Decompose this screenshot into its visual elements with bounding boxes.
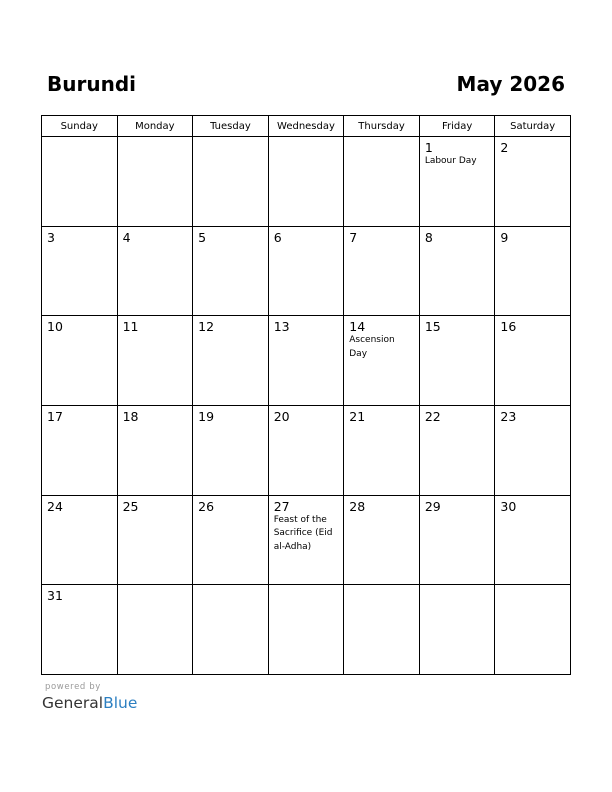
- weekday-monday: Monday: [117, 116, 193, 137]
- day-number: 31: [47, 588, 63, 604]
- day-number: 19: [198, 409, 215, 425]
- day-cell: [268, 585, 344, 675]
- day-number: 24: [47, 498, 63, 514]
- day-number: 27: [273, 498, 290, 514]
- day-number: 4: [122, 229, 131, 245]
- weekday-wednesday: Wednesday: [268, 116, 344, 137]
- day-cell: [419, 316, 495, 406]
- day-number: 18: [122, 409, 139, 425]
- day-number: 11: [122, 319, 139, 335]
- calendar-header: [41, 71, 571, 99]
- day-cell: [117, 495, 193, 585]
- day-number: 13: [273, 319, 290, 335]
- day-cell: [42, 495, 118, 585]
- day-cell: [495, 585, 571, 675]
- country-title: Burundi: [47, 72, 136, 96]
- day-cell: [42, 137, 118, 227]
- day-cell: [117, 316, 193, 406]
- weekday-sunday: Sunday: [42, 116, 118, 137]
- day-cell: [344, 137, 420, 227]
- day-number: 8: [424, 229, 433, 245]
- day-cell: [495, 495, 571, 585]
- holiday-label: Ascension Day: [349, 335, 395, 359]
- day-cell: [193, 137, 269, 227]
- day-cell: [419, 226, 495, 316]
- weekday-thursday: Thursday: [344, 116, 420, 137]
- day-number: 10: [47, 319, 63, 335]
- day-cell: [344, 406, 420, 496]
- day-cell: [495, 316, 571, 406]
- generalblue-logo: [42, 693, 137, 713]
- day-cell: [495, 226, 571, 316]
- brand-general-text: General: [42, 694, 104, 712]
- calendar-grid: [41, 115, 571, 675]
- day-cell: [419, 137, 495, 227]
- day-cell: [419, 406, 495, 496]
- day-cell: [344, 316, 420, 406]
- day-cell: [42, 226, 118, 316]
- day-cell: [117, 585, 193, 675]
- day-number: 12: [198, 319, 215, 335]
- day-number: 17: [47, 409, 63, 425]
- day-number: 21: [349, 409, 366, 425]
- calendar-body: [42, 137, 571, 675]
- day-cell: [42, 316, 118, 406]
- day-number: 22: [424, 409, 441, 425]
- day-number: 15: [424, 319, 441, 335]
- day-cell: [193, 316, 269, 406]
- day-number: 20: [273, 409, 290, 425]
- day-number: 28: [349, 498, 366, 514]
- footer-branding: [42, 682, 137, 713]
- weekday-saturday: Saturday: [495, 116, 571, 137]
- holiday-label: Labour Day: [424, 156, 477, 166]
- day-number: 2: [500, 140, 509, 155]
- day-number: 7: [349, 229, 358, 245]
- day-number: 3: [47, 229, 55, 245]
- day-cell: [268, 495, 344, 585]
- week-row: [42, 226, 571, 316]
- day-cell: [117, 226, 193, 316]
- day-number: 25: [122, 498, 139, 514]
- day-cell: [42, 406, 118, 496]
- day-number: 1: [424, 140, 433, 155]
- day-cell: [495, 406, 571, 496]
- weekday-tuesday: Tuesday: [193, 116, 269, 137]
- day-cell: [193, 226, 269, 316]
- day-cell: [268, 316, 344, 406]
- day-number: 16: [500, 319, 517, 335]
- weekday-friday: Friday: [419, 116, 495, 137]
- day-cell: [117, 406, 193, 496]
- weekday-header-row: [42, 116, 571, 137]
- powered-by-text: powered by: [45, 682, 101, 692]
- day-number: 29: [424, 498, 441, 514]
- day-number: 5: [198, 229, 207, 245]
- week-row: [42, 495, 571, 585]
- day-cell: [344, 585, 420, 675]
- day-number: 6: [273, 229, 282, 245]
- day-cell: [268, 226, 344, 316]
- holiday-label: Feast of the Sacrifice (Eid al-Adha): [273, 514, 333, 552]
- day-cell: [344, 226, 420, 316]
- day-cell: [268, 406, 344, 496]
- day-number: 30: [500, 498, 517, 514]
- day-cell: [495, 137, 571, 227]
- day-cell: [193, 406, 269, 496]
- day-cell: [344, 495, 420, 585]
- day-cell: [419, 495, 495, 585]
- day-cell: [419, 585, 495, 675]
- day-cell: [268, 137, 344, 227]
- day-number: 26: [198, 498, 215, 514]
- week-row: [42, 137, 571, 227]
- month-year-title: May 2026: [456, 72, 565, 96]
- week-row: [42, 585, 571, 675]
- week-row: [42, 406, 571, 496]
- brand-blue-text: Blue: [103, 694, 138, 712]
- day-cell: [193, 495, 269, 585]
- week-row: [42, 316, 571, 406]
- day-number: 9: [500, 229, 509, 245]
- day-number: 14: [349, 319, 366, 335]
- day-number: 23: [500, 409, 517, 425]
- day-cell: [42, 585, 118, 675]
- day-cell: [117, 137, 193, 227]
- day-cell: [193, 585, 269, 675]
